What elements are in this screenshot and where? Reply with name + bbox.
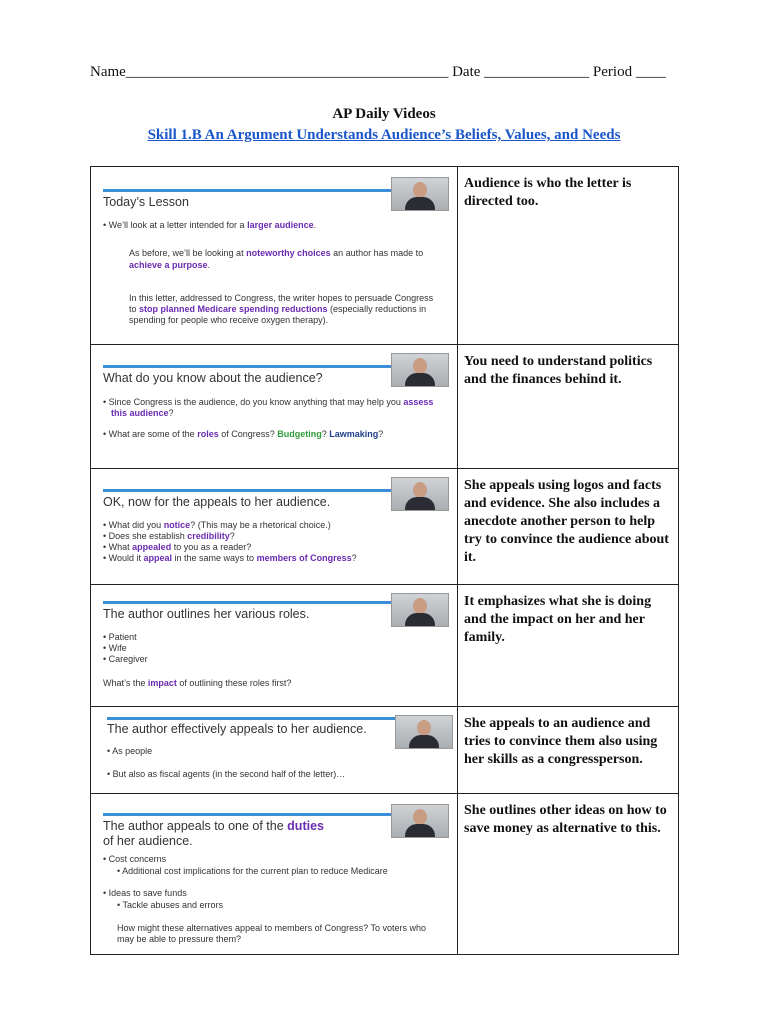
name-blank: ___________________________________________ [125, 64, 449, 80]
accent-bar [103, 601, 391, 604]
slide-line: • What are some of the roles of Congress? Budgeting? Lawmaking? [103, 429, 384, 439]
note-cell[interactable]: You need to understand politics and the finances behind it. [458, 345, 679, 469]
period-label: Period [592, 64, 633, 80]
slide-cell [91, 794, 458, 955]
slide-line: What’s the impact of outlining these roles first? [103, 678, 292, 688]
slide-line: to stop planned Medicare spending reductions (especially reductions in [129, 304, 427, 314]
accent-bar [107, 717, 399, 720]
slide-cell [91, 469, 458, 585]
period-blank: ____ [635, 64, 666, 80]
accent-bar [103, 365, 391, 368]
slide-line: • Additional cost implications for the current plan to reduce Medicare [117, 866, 388, 876]
notes-table [90, 166, 679, 955]
slide-heading: Today’s Lesson [103, 195, 189, 209]
slide-heading: What do you know about the audience? [103, 371, 323, 385]
slide-line: • But also as fiscal agents (in the second half of the letter)… [107, 769, 346, 779]
slide-effective-appeal [91, 707, 457, 793]
slide-line: • Caregiver [103, 654, 148, 664]
table-row [91, 469, 679, 585]
slide-line: • Wife [103, 643, 127, 653]
slide-line: achieve a purpose. [129, 260, 211, 270]
slide-line: spending for people who receive oxygen therapy). [129, 315, 329, 325]
slide-todays-lesson [91, 167, 457, 344]
slide-cell [91, 167, 458, 345]
presenter-icon [391, 353, 449, 387]
accent-bar [103, 489, 391, 492]
slide-heading-line2: of her audience. [103, 834, 193, 848]
slide-heading: OK, now for the appeals to her audience. [103, 495, 331, 509]
presenter-icon [395, 715, 453, 749]
slide-heading: The author effectively appeals to her audience. [107, 722, 367, 736]
slide-roles [91, 585, 457, 706]
slide-cell [91, 585, 458, 707]
slide-line: How might these alternatives appeal to members of Congress? To voters who [117, 923, 426, 933]
slide-line: • Tackle abuses and errors [117, 900, 224, 910]
table-row [91, 585, 679, 707]
slide-line: • Since Congress is the audience, do you know anything that may help you assess [103, 397, 434, 407]
presenter-icon [391, 593, 449, 627]
table-row [91, 707, 679, 794]
accent-bar [103, 189, 391, 192]
presenter-icon [391, 177, 449, 211]
note-cell[interactable]: She outlines other ideas on how to save money as alternative to this. [458, 794, 679, 955]
slide-heading: The author outlines her various roles. [103, 607, 310, 621]
page-title: AP Daily Videos [332, 106, 436, 122]
slide-line: • What did you notice? (This may be a rhetorical choice.) [103, 520, 331, 530]
slide-line: As before, we’ll be looking at noteworthy choices an author has made to [129, 248, 424, 258]
slide-duties [91, 794, 457, 954]
slide-line: • Does she establish credibility? [103, 531, 235, 541]
name-date-period-line [90, 64, 666, 81]
slide-line: • Would it appeal in the same ways to members of Congress? [103, 553, 357, 563]
slide-appeals [91, 469, 457, 584]
slide-line: • Ideas to save funds [103, 888, 187, 898]
slide-heading: The author appeals to one of the duties [103, 819, 324, 833]
date-blank: ______________ [484, 64, 590, 80]
slide-line: • Cost concerns [103, 854, 167, 864]
note-cell[interactable]: It emphasizes what she is doing and the impact on her and her family. [458, 585, 679, 707]
date-label: Date [452, 64, 481, 80]
slide-cell [91, 707, 458, 794]
presenter-icon [391, 477, 449, 511]
slide-line: • What appealed to you as a reader? [103, 542, 252, 552]
note-cell[interactable]: She appeals using logos and facts and evidence. She also includes a anecdote another person to help try to convince the audience about it. [458, 469, 679, 585]
slide-line: In this letter, addressed to Congress, the writer hopes to persuade Congress [129, 293, 434, 303]
name-label: Name [90, 64, 126, 80]
accent-bar [103, 813, 391, 816]
slide-line: • We’ll look at a letter intended for a larger audience. [103, 220, 317, 230]
table-row [91, 345, 679, 469]
slide-line: • Patient [103, 632, 137, 642]
slide-line: may be able to pressure them? [117, 934, 242, 944]
presenter-icon [391, 804, 449, 838]
slide-line: this audience? [111, 408, 174, 418]
slide-audience [91, 345, 457, 468]
slide-cell [91, 345, 458, 469]
table-row [91, 167, 679, 345]
table-row [91, 794, 679, 955]
note-cell[interactable]: Audience is who the letter is directed too. [458, 167, 679, 345]
note-cell[interactable]: She appeals to an audience and tries to convince them also using her skills as a congressperson. [458, 707, 679, 794]
slide-line: • As people [107, 746, 153, 756]
skill-link[interactable]: Skill 1.B An Argument Understands Audience’s Beliefs, Values, and Needs [147, 127, 621, 143]
